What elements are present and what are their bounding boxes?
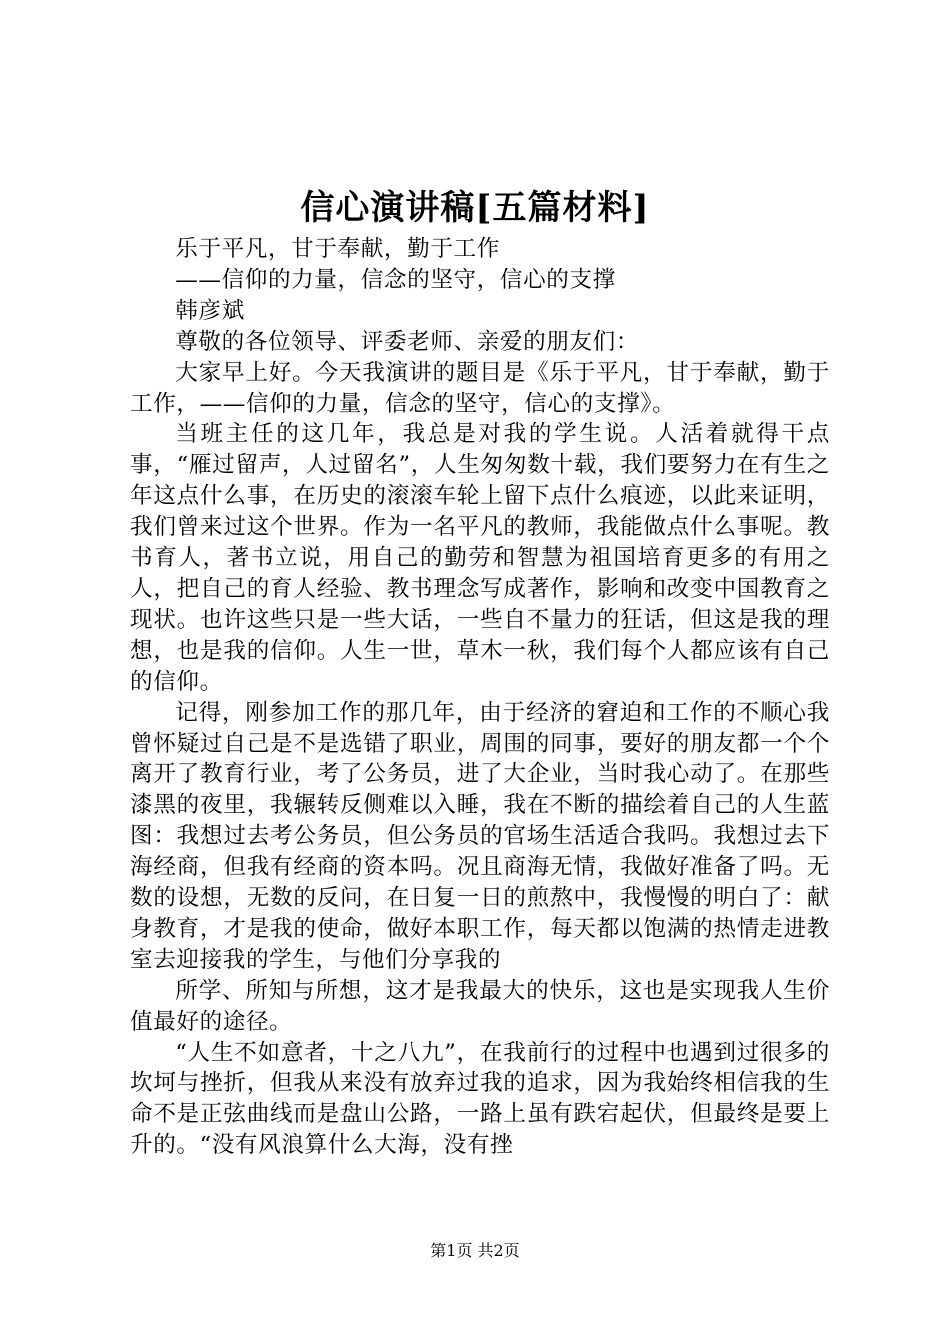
document-title: 信心演讲稿[五篇材料] — [300, 188, 650, 228]
paragraph-salutation: 尊敬的各位领导、评委老师、亲爱的朋友们： — [175, 328, 640, 355]
document-body — [130, 234, 830, 1161]
paragraph-body: 记得，刚参加工作的那几年，由于经济的窘迫和工作的不顺心我曾怀疑过自己是不是选错了职业，周围的同事，要好的朋友都一个个离开了教育行业，考了公务员，进了大企业，当时我心动了。在那些漆黑的夜里，我辗转反侧难以入睡，我在不断的描绘着自己的人生蓝图：我想过去考公务员，但公务员的官场生活适合我吗。我想过去下海经商，但我有经商的资本吗。况且商海无情，我做好准备了吗。无数的设想，无数的反问，在日复一日的煎熬中，我慢慢的明白了：献身教育，才是我的使命，做好本职工作，每天都以饱满的热情走进教室去迎接我的学生，与他们分享我的 — [130, 699, 830, 973]
page-footer: 第1页 共2页 — [430, 1241, 520, 1260]
paragraph-body: 当班主任的这几年，我总是对我的学生说。人活着就得干点事，“雁过留声，人过留名”，人生匆匆数十载，我们要努力在有生之年这点什么事，在历史的滚滚车轮上留下点什么痕迹，以此来证明，我们曾来过这个世界。作为一名平凡的教师，我能做点什么事呢。教书育人，著书立说，用自己的勤劳和智慧为祖国培育更多的有用之人，把自己的育人经验、教书理念写成著作，影响和改变中国教育之现状。也许这些只是一些大话，一些自不量力的狂话，但这是我的理想，也是我的信仰。人生一世，草木一秋，我们每个人都应该有自己的信仰。 — [130, 421, 830, 695]
paragraph-body: 所学、所知与所想，这才是我最大的快乐，这也是实现我人生价值最好的途径。 — [130, 977, 830, 1035]
paragraph-body: “人生不如意者，十之八九”，在我前行的过程中也遇到过很多的坎坷与挫折，但我从来没有放弃过我的追求，因为我始终相信我的生命不是正弦曲线而是盘山公路，一路上虽有跌宕起伏，但最终是要上升的。“没有风浪算什么大海，没有挫 — [130, 1039, 830, 1159]
paragraph-greeting: 大家早上好。今天我演讲的题目是《乐于平凡，甘于奉献，勤于工作，——信仰的力量，信念的坚守，信心的支撑》。 — [130, 359, 830, 417]
paragraph-subtitle: 乐于平凡，甘于奉献，勤于工作 — [175, 236, 500, 262]
paragraph-tagline: ——信仰的力量，信念的坚守，信心的支撑 — [175, 266, 616, 293]
paragraph-author: 韩彦斌 — [175, 297, 245, 324]
